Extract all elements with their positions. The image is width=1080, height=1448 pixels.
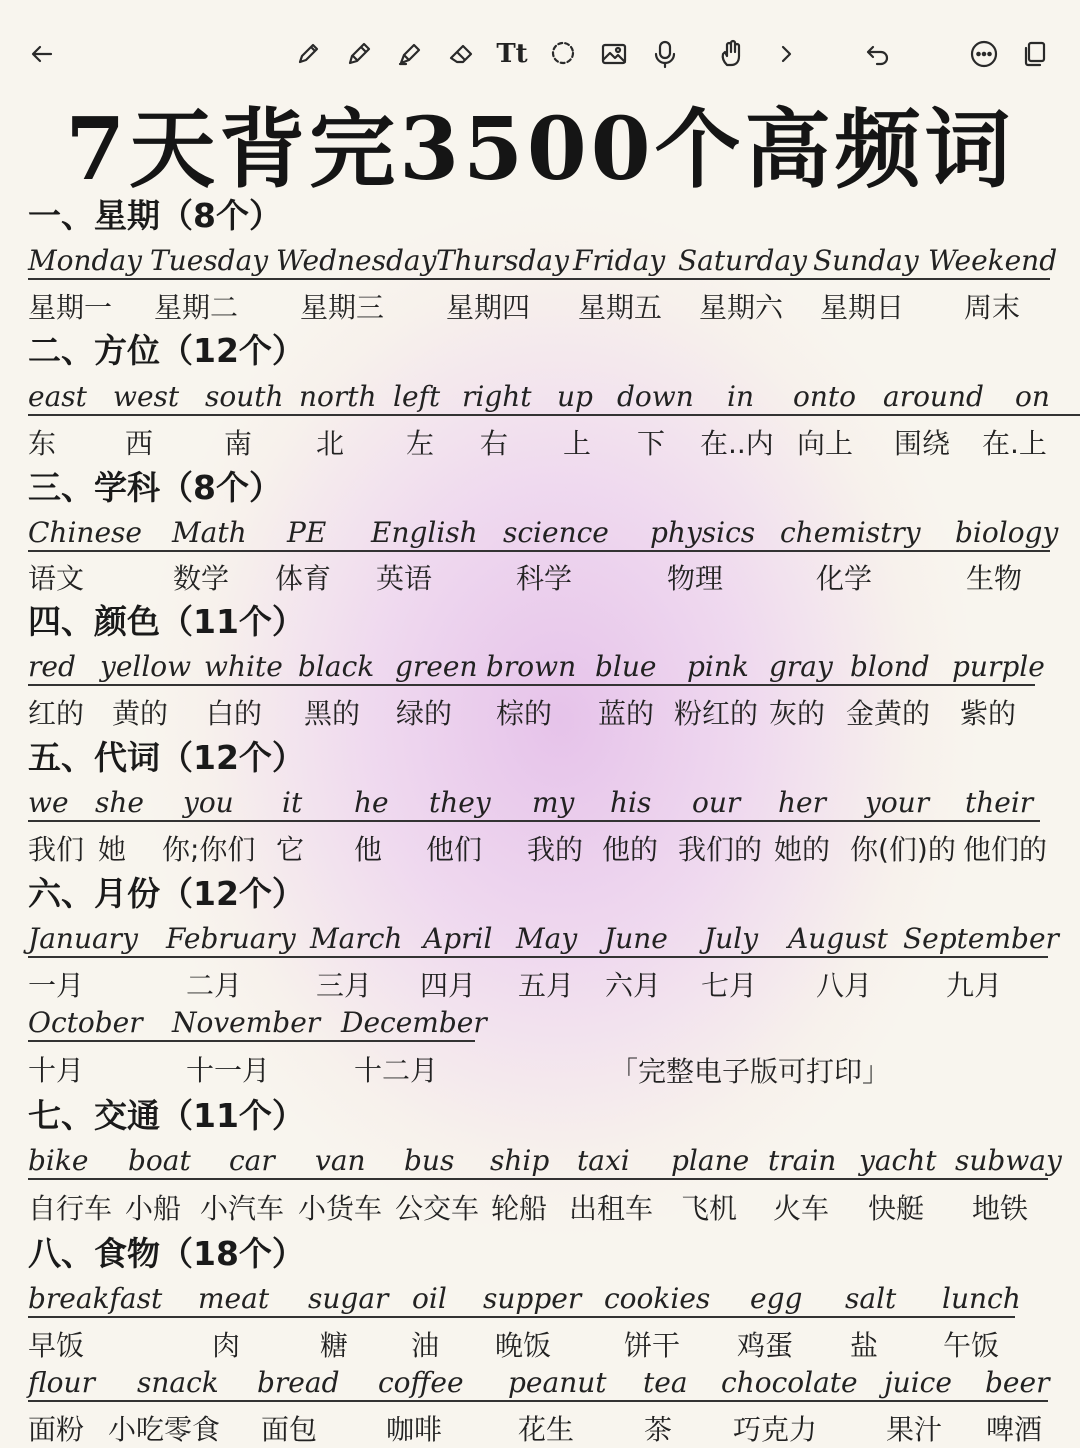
- chinese-meaning: 早饭: [28, 1329, 85, 1362]
- english-word: beer: [985, 1366, 1050, 1399]
- english-word: sugar: [308, 1282, 389, 1315]
- english-word: biology: [955, 516, 1059, 549]
- chinese-meaning: 地铁: [972, 1192, 1029, 1225]
- chevron-right-icon[interactable]: [768, 36, 804, 72]
- section-heading: 一、星期（8个）: [28, 196, 282, 235]
- chinese-meaning: 面包: [261, 1413, 318, 1446]
- english-word: right: [462, 380, 532, 413]
- chinese-meaning: 十一月: [186, 1054, 271, 1087]
- english-word: north: [299, 380, 377, 413]
- english-word: science: [503, 516, 609, 549]
- english-word: up: [557, 380, 593, 413]
- lasso-icon[interactable]: [545, 36, 581, 72]
- section-heading: 七、交通（11个）: [28, 1096, 305, 1135]
- text-button-label: Tt: [496, 39, 528, 69]
- chinese-meaning: 轮船: [491, 1192, 548, 1225]
- english-word: Monday: [28, 244, 142, 277]
- english-word: they: [429, 786, 491, 819]
- copy-pages-icon[interactable]: [1016, 36, 1052, 72]
- english-word: bus: [404, 1144, 455, 1177]
- english-word: my: [532, 786, 575, 819]
- chinese-meaning: 自行车: [28, 1192, 113, 1225]
- english-word: physics: [650, 516, 756, 549]
- undo-icon[interactable]: [860, 36, 896, 72]
- chinese-meaning: 四月: [420, 969, 477, 1002]
- chinese-meaning: 星期一: [28, 291, 113, 324]
- chinese-meaning: 围绕: [894, 427, 951, 460]
- chinese-meaning: 红的: [28, 697, 85, 730]
- english-word: we: [28, 786, 69, 819]
- chinese-meaning: 她: [98, 833, 127, 866]
- chinese-meaning: 他们的: [963, 833, 1048, 866]
- english-word: snack: [137, 1366, 219, 1399]
- english-word: on: [1015, 380, 1050, 413]
- chinese-meaning: 语文: [28, 562, 85, 595]
- chinese-meaning: 物理: [667, 562, 724, 595]
- chinese-meaning: 二月: [186, 969, 243, 1002]
- english-word: pink: [687, 650, 749, 683]
- english-word: December: [341, 1006, 487, 1039]
- english-word: peanut: [508, 1366, 607, 1399]
- underline-divider: [28, 1400, 1048, 1402]
- chinese-meaning: 黑的: [304, 697, 361, 730]
- english-word: English: [371, 516, 478, 549]
- english-word: west: [113, 380, 180, 413]
- english-word: Sunday: [813, 244, 919, 277]
- chinese-meaning: 九月: [946, 969, 1003, 1002]
- chinese-meaning: 咖啡: [386, 1413, 443, 1446]
- chinese-meaning: 小汽车: [200, 1192, 285, 1225]
- english-word: July: [704, 922, 759, 955]
- english-word: March: [310, 922, 403, 955]
- english-word: Saturday: [678, 244, 807, 277]
- english-word: Weekend: [928, 244, 1058, 277]
- chinese-meaning: 肉: [212, 1329, 241, 1362]
- chinese-meaning: 南: [224, 427, 253, 460]
- chinese-meaning: 面粉: [28, 1413, 85, 1446]
- chinese-meaning: 右: [480, 427, 509, 460]
- chinese-meaning: 十月: [28, 1054, 85, 1087]
- chinese-meaning: 油: [411, 1329, 440, 1362]
- english-word: August: [788, 922, 888, 955]
- english-word: onto: [793, 380, 856, 413]
- english-word: September: [903, 922, 1059, 955]
- english-word: chocolate: [721, 1366, 858, 1399]
- english-word: down: [617, 380, 694, 413]
- chinese-meaning: 他: [354, 833, 383, 866]
- english-word: car: [229, 1144, 275, 1177]
- english-word: lunch: [942, 1282, 1021, 1315]
- underline-divider: [28, 820, 1040, 822]
- english-word: she: [95, 786, 144, 819]
- underline-divider: [28, 414, 1080, 416]
- chinese-meaning: 星期五: [578, 291, 663, 324]
- chinese-meaning: 五月: [518, 969, 575, 1002]
- back-arrow-icon[interactable]: [24, 36, 60, 72]
- english-word: bike: [28, 1144, 89, 1177]
- chinese-meaning: 小货车: [298, 1192, 383, 1225]
- english-word: May: [516, 922, 578, 955]
- section-heading: 八、食物（18个）: [28, 1234, 305, 1273]
- english-word: April: [423, 922, 493, 955]
- chinese-meaning: 星期三: [300, 291, 385, 324]
- english-word: train: [768, 1144, 837, 1177]
- underline-divider: [28, 550, 1050, 552]
- english-word: chemistry: [780, 516, 921, 549]
- chinese-meaning: 快艇: [868, 1192, 925, 1225]
- chinese-meaning: 星期六: [699, 291, 784, 324]
- english-word: bread: [257, 1366, 340, 1399]
- english-word: yellow: [100, 650, 192, 683]
- chinese-meaning: 他的: [602, 833, 659, 866]
- chinese-meaning: 生物: [966, 562, 1023, 595]
- chinese-meaning: 金黄的: [846, 697, 931, 730]
- chinese-meaning: 啤酒: [986, 1413, 1043, 1446]
- chinese-meaning: 我的: [527, 833, 584, 866]
- chinese-meaning: 公交车: [395, 1192, 480, 1225]
- english-word: taxi: [577, 1144, 630, 1177]
- chinese-meaning: 体育: [275, 562, 332, 595]
- chinese-meaning: 小吃零食: [108, 1413, 221, 1446]
- english-word: their: [965, 786, 1034, 819]
- chinese-meaning: 星期四: [446, 291, 531, 324]
- more-icon[interactable]: [966, 36, 1002, 72]
- english-word: Chinese: [28, 516, 142, 549]
- english-word: egg: [750, 1282, 803, 1315]
- chinese-meaning: 在..内: [700, 427, 774, 460]
- english-word: purple: [952, 650, 1045, 683]
- chinese-meaning: 东: [28, 427, 57, 460]
- chinese-meaning: 八月: [816, 969, 873, 1002]
- chinese-meaning: 英语: [376, 562, 433, 595]
- underline-divider: [28, 956, 1048, 958]
- chinese-meaning: 我们: [28, 833, 85, 866]
- underline-divider: [28, 1040, 475, 1042]
- chinese-meaning: 上: [563, 427, 592, 460]
- english-word: you: [183, 786, 234, 819]
- english-word: he: [354, 786, 389, 819]
- chinese-meaning: 晚饭: [495, 1329, 552, 1362]
- chinese-meaning: 下: [637, 427, 666, 460]
- chinese-meaning: 我们的: [678, 833, 763, 866]
- chinese-meaning: 茶: [644, 1413, 673, 1446]
- pen-icon[interactable]: [290, 36, 326, 72]
- chinese-meaning: 星期二: [154, 291, 239, 324]
- english-word: south: [205, 380, 284, 413]
- chinese-meaning: 糖: [320, 1329, 349, 1362]
- chinese-meaning: 你(们)的: [850, 833, 956, 866]
- chinese-meaning: 数学: [173, 562, 230, 595]
- chinese-meaning: 巧克力: [733, 1413, 818, 1446]
- chinese-meaning: 紫的: [960, 697, 1017, 730]
- english-word: Wednesday: [276, 244, 437, 277]
- english-word: salt: [845, 1282, 897, 1315]
- chinese-meaning: 飞机: [681, 1192, 738, 1225]
- chinese-meaning: 白的: [206, 697, 263, 730]
- chinese-meaning: 西: [125, 427, 154, 460]
- english-word: meat: [198, 1282, 270, 1315]
- print-note: 「完整电子版可打印」: [610, 1055, 891, 1088]
- english-word: flour: [28, 1366, 95, 1399]
- underline-divider: [28, 684, 1035, 686]
- chinese-meaning: 花生: [518, 1413, 575, 1446]
- chinese-meaning: 饼干: [624, 1329, 681, 1362]
- english-word: plane: [671, 1144, 750, 1177]
- underline-divider: [28, 1178, 1048, 1180]
- english-word: oil: [412, 1282, 447, 1315]
- chinese-meaning: 北: [316, 427, 345, 460]
- page-title: 7天背完3500个高频词: [65, 99, 1015, 200]
- chinese-meaning: 蓝的: [598, 697, 655, 730]
- english-word: her: [778, 786, 826, 819]
- chinese-meaning: 小船: [125, 1192, 182, 1225]
- chinese-meaning: 它: [276, 833, 305, 866]
- chinese-meaning: 一月: [28, 969, 85, 1002]
- english-word: our: [692, 786, 741, 819]
- microphone-icon[interactable]: [647, 36, 683, 72]
- english-word: November: [172, 1006, 321, 1039]
- english-word: east: [28, 380, 87, 413]
- chinese-meaning: 她的: [774, 833, 831, 866]
- chinese-meaning: 周末: [964, 291, 1021, 324]
- english-word: black: [298, 650, 375, 683]
- english-word: ship: [490, 1144, 550, 1177]
- section-heading: 四、颜色（11个）: [28, 602, 305, 641]
- english-word: Friday: [573, 244, 666, 277]
- chinese-meaning: 向上: [797, 427, 854, 460]
- chinese-meaning: 鸡蛋: [737, 1329, 794, 1362]
- english-word: green: [395, 650, 478, 683]
- english-word: red: [28, 650, 76, 683]
- english-word: subway: [955, 1144, 1062, 1177]
- chinese-meaning: 化学: [816, 562, 873, 595]
- chinese-meaning: 棕的: [496, 697, 553, 730]
- english-word: van: [315, 1144, 366, 1177]
- highlighter-icon[interactable]: [392, 36, 428, 72]
- eraser-icon[interactable]: [443, 36, 479, 72]
- chinese-meaning: 七月: [701, 969, 758, 1002]
- english-word: around: [883, 380, 984, 413]
- section-heading: 六、月份（12个）: [28, 874, 305, 913]
- english-word: February: [166, 922, 296, 955]
- underline-divider: [28, 278, 1050, 280]
- english-word: juice: [884, 1366, 952, 1399]
- chinese-meaning: 他们: [426, 833, 483, 866]
- english-word: tea: [643, 1366, 688, 1399]
- english-word: June: [604, 922, 668, 955]
- english-word: Tuesday: [150, 244, 269, 277]
- english-word: blond: [850, 650, 930, 683]
- english-word: January: [28, 922, 138, 955]
- text-icon[interactable]: [494, 36, 530, 72]
- image-icon[interactable]: [596, 36, 632, 72]
- chinese-meaning: 灰的: [769, 697, 826, 730]
- english-word: breakfast: [28, 1282, 163, 1315]
- english-word: PE: [287, 516, 327, 549]
- chinese-meaning: 六月: [605, 969, 662, 1002]
- english-word: yacht: [859, 1144, 937, 1177]
- english-word: his: [610, 786, 652, 819]
- chinese-meaning: 出租车: [569, 1192, 654, 1225]
- english-word: gray: [769, 650, 833, 683]
- english-word: it: [282, 786, 303, 819]
- english-word: boat: [128, 1144, 191, 1177]
- english-word: brown: [486, 650, 577, 683]
- chinese-meaning: 在.上: [982, 427, 1047, 460]
- english-word: blue: [595, 650, 657, 683]
- english-word: your: [865, 786, 930, 819]
- english-word: Math: [172, 516, 247, 549]
- section-heading: 三、学科（8个）: [28, 468, 282, 507]
- chinese-meaning: 盐: [850, 1329, 879, 1362]
- english-word: coffee: [378, 1366, 464, 1399]
- hand-gesture-icon[interactable]: [714, 36, 750, 72]
- chinese-meaning: 黄的: [112, 697, 169, 730]
- section-heading: 五、代词（12个）: [28, 738, 305, 777]
- chinese-meaning: 星期日: [820, 291, 905, 324]
- chinese-meaning: 绿的: [396, 697, 453, 730]
- chinese-meaning: 粉红的: [674, 697, 759, 730]
- chinese-meaning: 火车: [773, 1192, 830, 1225]
- chinese-meaning: 午饭: [943, 1329, 1000, 1362]
- english-word: Thursday: [436, 244, 569, 277]
- english-word: October: [28, 1006, 143, 1039]
- english-word: left: [393, 380, 441, 413]
- underline-divider: [28, 1316, 1015, 1318]
- chinese-meaning: 果汁: [886, 1413, 943, 1446]
- chinese-meaning: 左: [406, 427, 435, 460]
- chinese-meaning: 十二月: [354, 1054, 439, 1087]
- chinese-meaning: 科学: [516, 562, 573, 595]
- section-heading: 二、方位（12个）: [28, 331, 305, 370]
- chinese-meaning: 三月: [316, 969, 373, 1002]
- pencil-icon[interactable]: [341, 36, 377, 72]
- english-word: in: [727, 380, 754, 413]
- english-word: supper: [483, 1282, 582, 1315]
- english-word: cookies: [604, 1282, 711, 1315]
- english-word: white: [204, 650, 283, 683]
- chinese-meaning: 你;你们: [162, 833, 256, 866]
